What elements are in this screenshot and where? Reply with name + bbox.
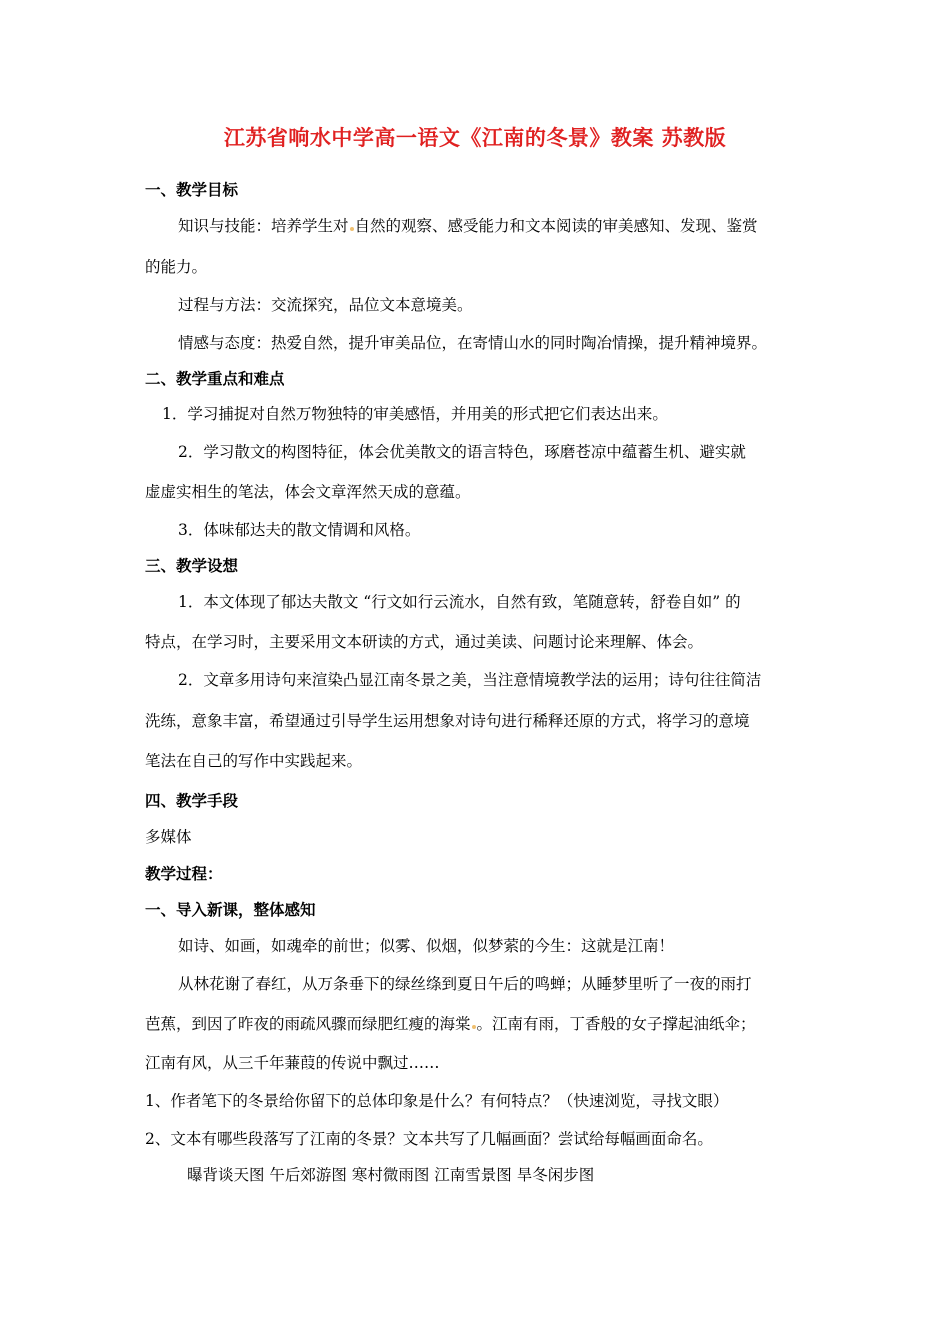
- section-heading-focus: 二、教学重点和难点: [145, 369, 285, 388]
- list-item-cont: 虚虚实相生的笔法，体会文章浑然天成的意蕴。: [145, 483, 471, 501]
- paragraph-knowledge: [178, 214, 758, 236]
- section-heading-goals: 一、教学目标: [145, 180, 239, 199]
- section-heading-design: 三、教学设想: [145, 556, 239, 575]
- paragraph-emotion-attitude: 情感与态度：热爱自然，提升审美品位，在寄情山水的同时陶冶情操，提升精神境界。: [178, 334, 768, 352]
- paragraph-process-method: 过程与方法：交流探究，品位文本意境美。: [178, 296, 473, 314]
- section-heading-process: 教学过程：: [145, 864, 223, 883]
- question-1: 1、作者笔下的冬景给你留下的总体印象是什么？有何特点？（快速浏览，寻找文眼）: [145, 1092, 729, 1110]
- section-heading-means: 四、教学手段: [145, 791, 239, 810]
- paragraph-intro: 从林花谢了春红，从万条垂下的绿丝绦到夏日午后的鸣蝉；从睡梦里听了一夜的雨打: [178, 975, 752, 993]
- text-fragment: 芭蕉，到因了昨夜的雨疏风骤而绿肥红瘦的海棠: [145, 1015, 471, 1033]
- list-item: 2．文章多用诗句来渲染凸显江南冬景之美，当注意情境教学法的运用；诗句往往简洁: [178, 671, 762, 689]
- picture-names: 曝背谈天图 午后郊游图 寒村微雨图 江南雪景图 旱冬闲步图: [187, 1166, 595, 1184]
- mark-dot: [350, 227, 354, 231]
- paragraph-intro-cont: 江南有风，从三千年蒹葭的传说中飘过……: [145, 1054, 440, 1072]
- paragraph-means: 多媒体: [145, 828, 192, 846]
- list-item: 3．体味郁达夫的散文情调和风格。: [178, 521, 421, 539]
- page-title: 江苏省响水中学高一语文《江南的冬景》教案 苏教版: [223, 125, 727, 150]
- list-item-cont: 洗练，意象丰富，希望通过引导学生运用想象对诗句进行稀释还原的方式，将学习的意境: [145, 712, 750, 730]
- list-item: 1．学习捕捉对自然万物独特的审美感悟，并用美的形式把它们表达出来。: [162, 405, 668, 423]
- text-fragment: 自然的观察、感受能力和文本阅读的审美感知、发现、鉴赏: [354, 217, 758, 235]
- subheading-intro: 一、导入新课，整体感知: [145, 900, 316, 919]
- list-item-cont: 笔法在自己的写作中实践起来。: [145, 752, 363, 770]
- text-fragment: 。江南有雨，丁香般的女子撑起油纸伞；: [476, 1015, 756, 1033]
- list-item: 1．本文体现了郁达夫散文 “行文如行云流水，自然有致，笔随意转，舒卷自如” 的: [178, 593, 741, 611]
- paragraph-intro: 如诗、如画，如魂牵的前世；似雾、似烟，似梦萦的今生：这就是江南！: [178, 937, 675, 955]
- list-item-cont: 特点，在学习时，主要采用文本研读的方式，通过美读、问题讨论来理解、体会。: [145, 633, 704, 651]
- question-2: 2、文本有哪些段落写了江南的冬景？文本共写了几幅画面？尝试给每幅画面命名。: [145, 1130, 713, 1148]
- mark-dot: [472, 1025, 476, 1029]
- list-item: 2．学习散文的构图特征，体会优美散文的语言特色，琢磨苍凉中蕴蓄生机、避实就: [178, 443, 746, 461]
- text-fragment: 知识与技能：培养学生对: [178, 217, 349, 235]
- paragraph-knowledge-cont: 的能力。: [145, 258, 208, 276]
- paragraph-intro-cont: [145, 1012, 756, 1034]
